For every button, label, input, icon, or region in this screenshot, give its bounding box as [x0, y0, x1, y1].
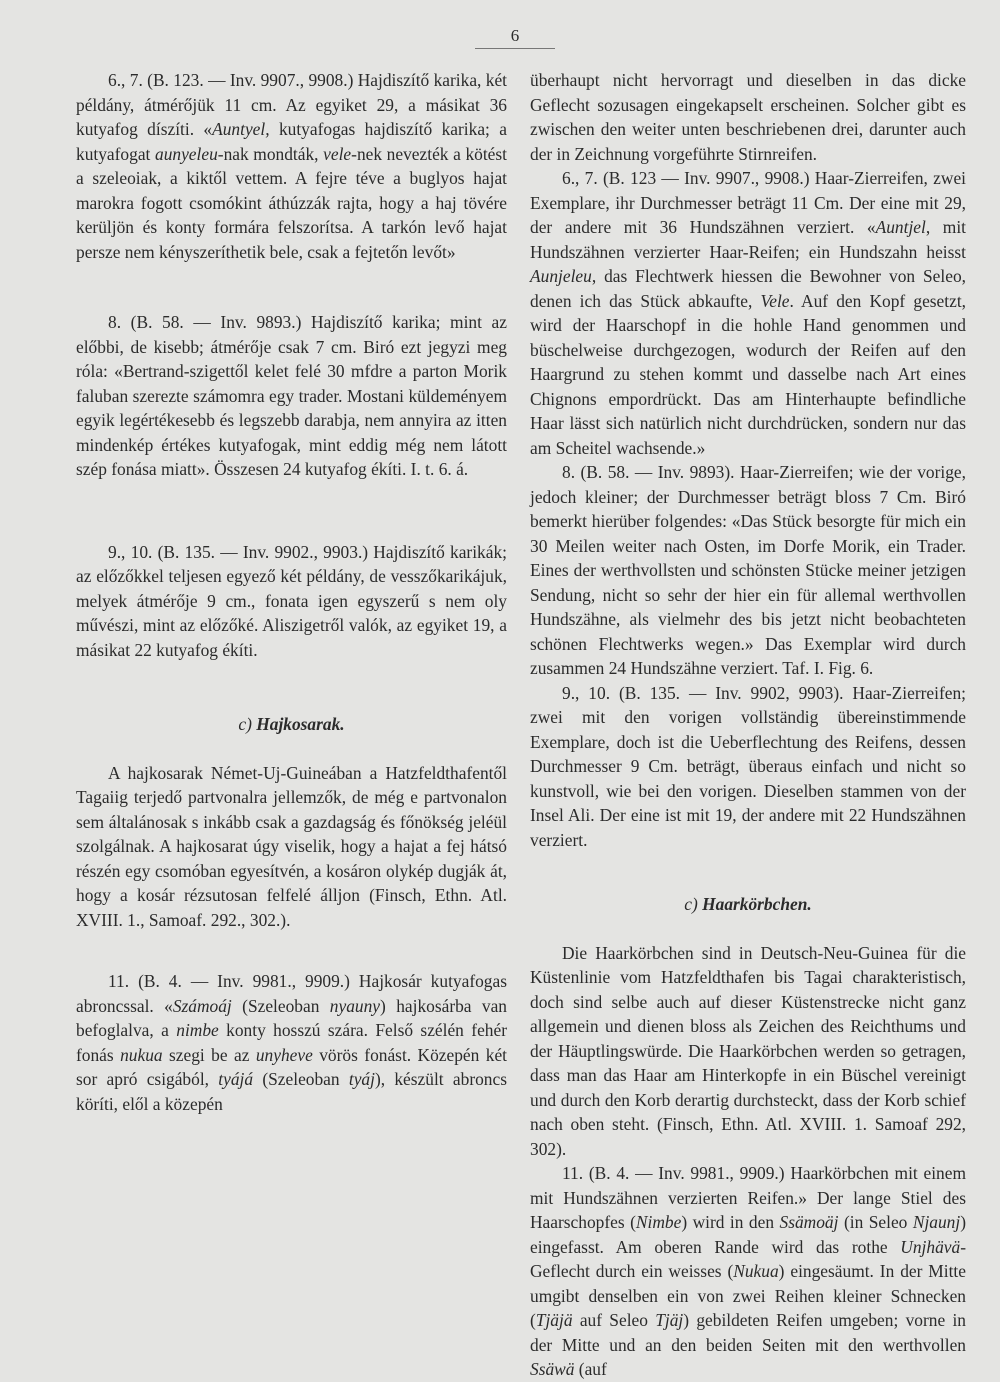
de-section-heading: c) Haarkörbchen.	[684, 894, 812, 914]
de-paragraph-6-7: 6., 7. (B. 123 — Inv. 9907., 9908.) Haar-Zierreifen, zwei Exemplare, ihr Durchmesser beträgt 11 Cm. Der eine mit 29, der andere mit 36 Hundszähnen verziert. «Auntjel, mit Hundszähnen verzierter Haar-Reifen; ein Hundszahn heisst Aunjeleu, das Flechtwerk hiessen die Bewohner von Seleo, denen ich das Stück abkaufte, Vele. Auf den Kopf gesetzt, wird der Haarschopf in die hohle Hand genommen und büschelweise durchgezogen, wodurch der Reifen auf den Haargrund zu stehen kommt und dasselbe nach Art eines Chignons empordrückt. Das am Hinterhaupte befindliche Haar lässt sich natürlich nicht durchdrücken, sondern nur das am Scheitel wachsende.»	[530, 168, 967, 458]
page-number: 6	[510, 26, 520, 45]
de-paragraph-haarkoerbchen: Die Haarkörbchen sind in Deutsch-Neu-Guinea für die Küstenlinie vom Hatzfeldthafen bis Tagai charakteristisch, doch sind selbe auch auf dieser Küstenstrecke nicht ganz allgemein und dienen bloss als Zeichen des Reichthums und der Häuptlingswürde. Die Haarkörbchen werden so getragen, dass man das Haar am Hinterkopfe in ein Büschel vereinigt und durch den Korb derartig durchsteckt, dass der Korb schief nach oben steht. (Finsch, Ethn. Atl. XVIII. 1. Samoaf 292, 302).	[530, 942, 966, 1159]
hu-paragraph-8: 8. (B. 58. — Inv. 9893.) Hajdiszítő karika; mint az előbbi, de kisebb; átmérője csak 7 cm. Biró ezt jegyzi meg róla: «Bertrand-szigettől kelet felé 30 mfdre a parton Morik faluban szerezte számomra egy trader. Mostani küldeményem egyik legértékesebb és legszebb darabja, nem annyira az itten mindenkép értékes kutyafogak, mint eddig még nem látott szép fonása miatt». Összesen 24 kutyafog ékíti. I. t. 6. á.	[76, 312, 507, 479]
de-paragraph-9-10: 9., 10. (B. 135. — Inv. 9902, 9903). Haar-Zierreifen; zwei mit den vorigen vollständig übereinstimmende Exemplare, doch ist die Ueberflechtung des Reifens, dessen Durchmesser 9 Cm. beträgt, überaus einfach und nicht so kunstvoll, wie bei den vorigen. Dieselben stammen von der Insel Ali. Der eine ist mit 19, der andere mit 22 Hundszähnen verziert.	[530, 682, 966, 850]
hu-section-heading: c) Hajkosarak.	[238, 714, 345, 734]
de-paragraph-intro: überhaupt nicht hervorragt und dieselben in das dicke Geflecht sozusagen eingekapselt erscheinen. Solcher gibt es zwischen den weiter unten beschriebenen drei, darunter auch der in Zeichnung vorgeführte Stirnreifen.	[530, 70, 966, 164]
left-column-hungarian	[76, 68, 507, 1116]
de-paragraph-11: 11. (B. 4. — Inv. 9981., 9909.) Haarkörbchen mit einem mit Hundszähnen verzierten Reifen.» Der lange Stiel des Haarschopfes (Nimbe) wird in den Ssämoäj (in Seleo Njaunj) eingefasst. Am oberen Rande wird das rothe Unjhävä-Geflecht durch ein weisses (Nukua) eingesäumt. In der Mitte umgibt denselben ein von zwei Reihen kleiner Schnecken (Tjäjä auf Seleo Tjäj) gebildeten Reifen umgeben; vorne in der Mitte und an den beiden Seiten mit den werthvollen Ssäwä (auf	[530, 1163, 966, 1379]
right-column-german	[530, 68, 966, 1382]
hu-paragraph-6-7: 6., 7. (B. 123. — Inv. 9907., 9908.) Hajdiszítő karika, két példány, átmérőjük 11 cm. Az egyiket 29, a másikat 36 kutyafog díszíti. «Auntyel, kutyafogas hajdiszítő karika; a kutyafogat aunyeleu-nak mondták, vele-nek nevezték a kötést a szeleoiak, a kiktől vettem. A fejre téve a buglyos hajat marokra fogott csomókint áthúzzák rajta, hogy a haj tövére kerüljön és konty formára felszorítsa. A tarkón levő hajat persze nem kényszeríthetik bele, csak a fejtetőn levőt»	[76, 70, 507, 262]
page-number-rule	[475, 48, 555, 49]
hu-paragraph-hajkosarak: A hajkosarak Német-Uj-Guineában a Hatzfeldthafentől Tagaiig terjedő partvonalra jellemzők, de még e partvonalon sem általánosak s inkább csak a gazdagság és főnökség jeléül szolgálnak. A hajkosarat úgy viselik, hogy a hajat a fej hátsó részén egy csomóban egyesítvén, a kosáron olykép dugják át, hogy a kosár rézsutosan felfelé álljon (Finsch, Ethn. Atl. XVIII. 1., Samoaf. 292., 302.).	[76, 762, 507, 930]
hu-paragraph-9-10: 9., 10. (B. 135. — Inv. 9902., 9903.) Hajdiszítő karikák; az előzőkkel teljesen egyező két példány, de vesszőkarikájuk, melyek átmérője 9 cm., fonata igen egyszerű s nem oly művészi, mint az előzőké. Aliszigetről valók, az egyiket 19, a másikat 22 kutyafog ékíti.	[76, 541, 507, 660]
de-paragraph-8: 8. (B. 58. — Inv. 9893). Haar-Zierreifen; wie der vorige, jedoch kleiner; der Durchmesser beträgt bloss 7 Cm. Biró bemerkt hierüber folgendes: «Das Stück besorgte für mich ein 30 Meilen weiter nach Osten, im Dorfe Morik, ein Trader. Eines der werthvollsten und schönsten Stücke meiner jetzigen Sendung, nicht so sehr der hier ein für allemal werthvollen Hundszähne, als vielmehr des bis jetzt nicht beobachteten schönen Flechtwerks wegen.» Das Exemplar wird durch zusammen 24 Hundszähne verziert. Taf. I. Fig. 6.	[530, 462, 966, 678]
hu-paragraph-11: 11. (B. 4. — Inv. 9981., 9909.) Hajkosár kutyafogas abroncssal. «Számoáj (Szeleoban nyauny) hajkosárba van befoglalva, a nimbe konty hosszú szára. Felső szélén fehér fonás nukua szegi be az unyheve vörös fonást. Közepén két sor apró csigából, tyájá (Szeleoban tyáj), készült abroncs köríti, elől a közepén	[76, 971, 508, 1114]
